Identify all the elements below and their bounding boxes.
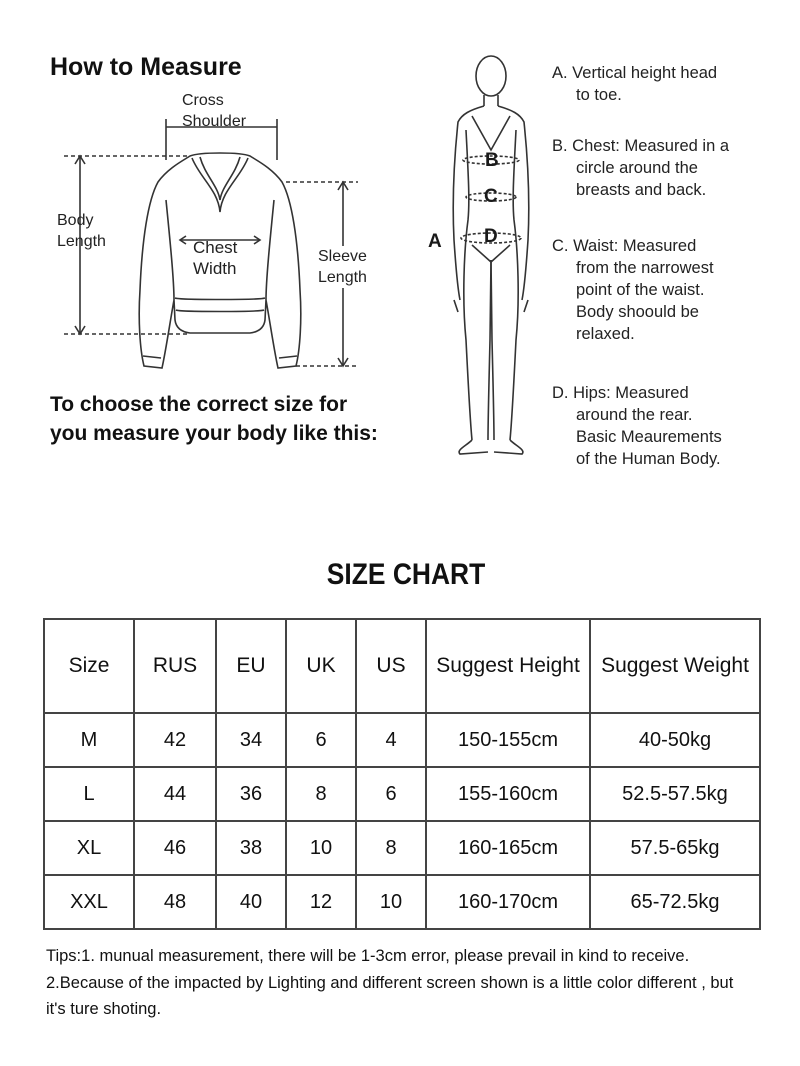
body-length-label: Body Length <box>57 212 106 250</box>
choose-size-instruction: To choose the correct size for you measure your body like this: <box>50 393 378 445</box>
tips-note: Tips:1. munual measurement, there will be 1-3cm error, please prevail in kind to receive. 2.Because of the impacted by Lighting and different screen shown is a little color different , but it's ture shoting. <box>46 947 734 1018</box>
size-chart-title: SIZE CHART <box>326 558 486 591</box>
table-cell: 8 <box>286 767 356 821</box>
table-cell: 160-170cm <box>426 875 590 929</box>
description-a: A. Vertical height head to toe. <box>552 64 718 104</box>
table-cell: 8 <box>356 821 426 875</box>
table-cell: 57.5-65kg <box>590 821 760 875</box>
description-c: C. Waist: Measured from the narrowest point of the waist. Body shoould be relaxed. <box>552 237 714 343</box>
table-cell: XL <box>44 821 134 875</box>
table-cell: 40 <box>216 875 286 929</box>
table-cell: 10 <box>356 875 426 929</box>
header-cell: Suggest Weight <box>590 619 760 713</box>
marker-d: D <box>484 226 498 247</box>
table-cell: L <box>44 767 134 821</box>
marker-a: A <box>428 231 442 252</box>
size-chart-table <box>43 618 761 930</box>
table-cell: 12 <box>286 875 356 929</box>
header-cell: RUS <box>134 619 216 713</box>
table-cell: 155-160cm <box>426 767 590 821</box>
header-cell: US <box>356 619 426 713</box>
header-cell: Suggest Height <box>426 619 590 713</box>
header-cell: EU <box>216 619 286 713</box>
table-header-row <box>44 619 760 713</box>
cross-shoulder-label: Cross Shoulder <box>182 92 247 130</box>
header-cell: Size <box>44 619 134 713</box>
page-title: How to Measure <box>50 53 242 81</box>
marker-c: C <box>484 186 498 207</box>
table-cell: 34 <box>216 713 286 767</box>
marker-b: B <box>485 150 499 171</box>
table-cell: 48 <box>134 875 216 929</box>
table-cell: 38 <box>216 821 286 875</box>
table-cell: 4 <box>356 713 426 767</box>
table-cell: 6 <box>286 713 356 767</box>
chest-width-label: Chest Width <box>193 238 238 278</box>
table-cell: 42 <box>134 713 216 767</box>
header-cell: UK <box>286 619 356 713</box>
table-cell: M <box>44 713 134 767</box>
table-row <box>44 875 760 929</box>
table-cell: 160-165cm <box>426 821 590 875</box>
table-row <box>44 713 760 767</box>
table-cell: 44 <box>134 767 216 821</box>
table-row <box>44 821 760 875</box>
table-cell: 6 <box>356 767 426 821</box>
table-cell: XXL <box>44 875 134 929</box>
sleeve-length-label: Sleeve Length <box>318 248 367 286</box>
body-figure-illustration <box>420 48 550 468</box>
description-b: B. Chest: Measured in a circle around the breasts and back. <box>552 137 730 199</box>
description-d: D. Hips: Measured around the rear. Basic Meaurements of the Human Body. <box>552 384 722 468</box>
table-cell: 150-155cm <box>426 713 590 767</box>
table-cell: 36 <box>216 767 286 821</box>
table-row <box>44 767 760 821</box>
table-cell: 46 <box>134 821 216 875</box>
table-cell: 65-72.5kg <box>590 875 760 929</box>
table-cell: 10 <box>286 821 356 875</box>
table-cell: 40-50kg <box>590 713 760 767</box>
table-cell: 52.5-57.5kg <box>590 767 760 821</box>
